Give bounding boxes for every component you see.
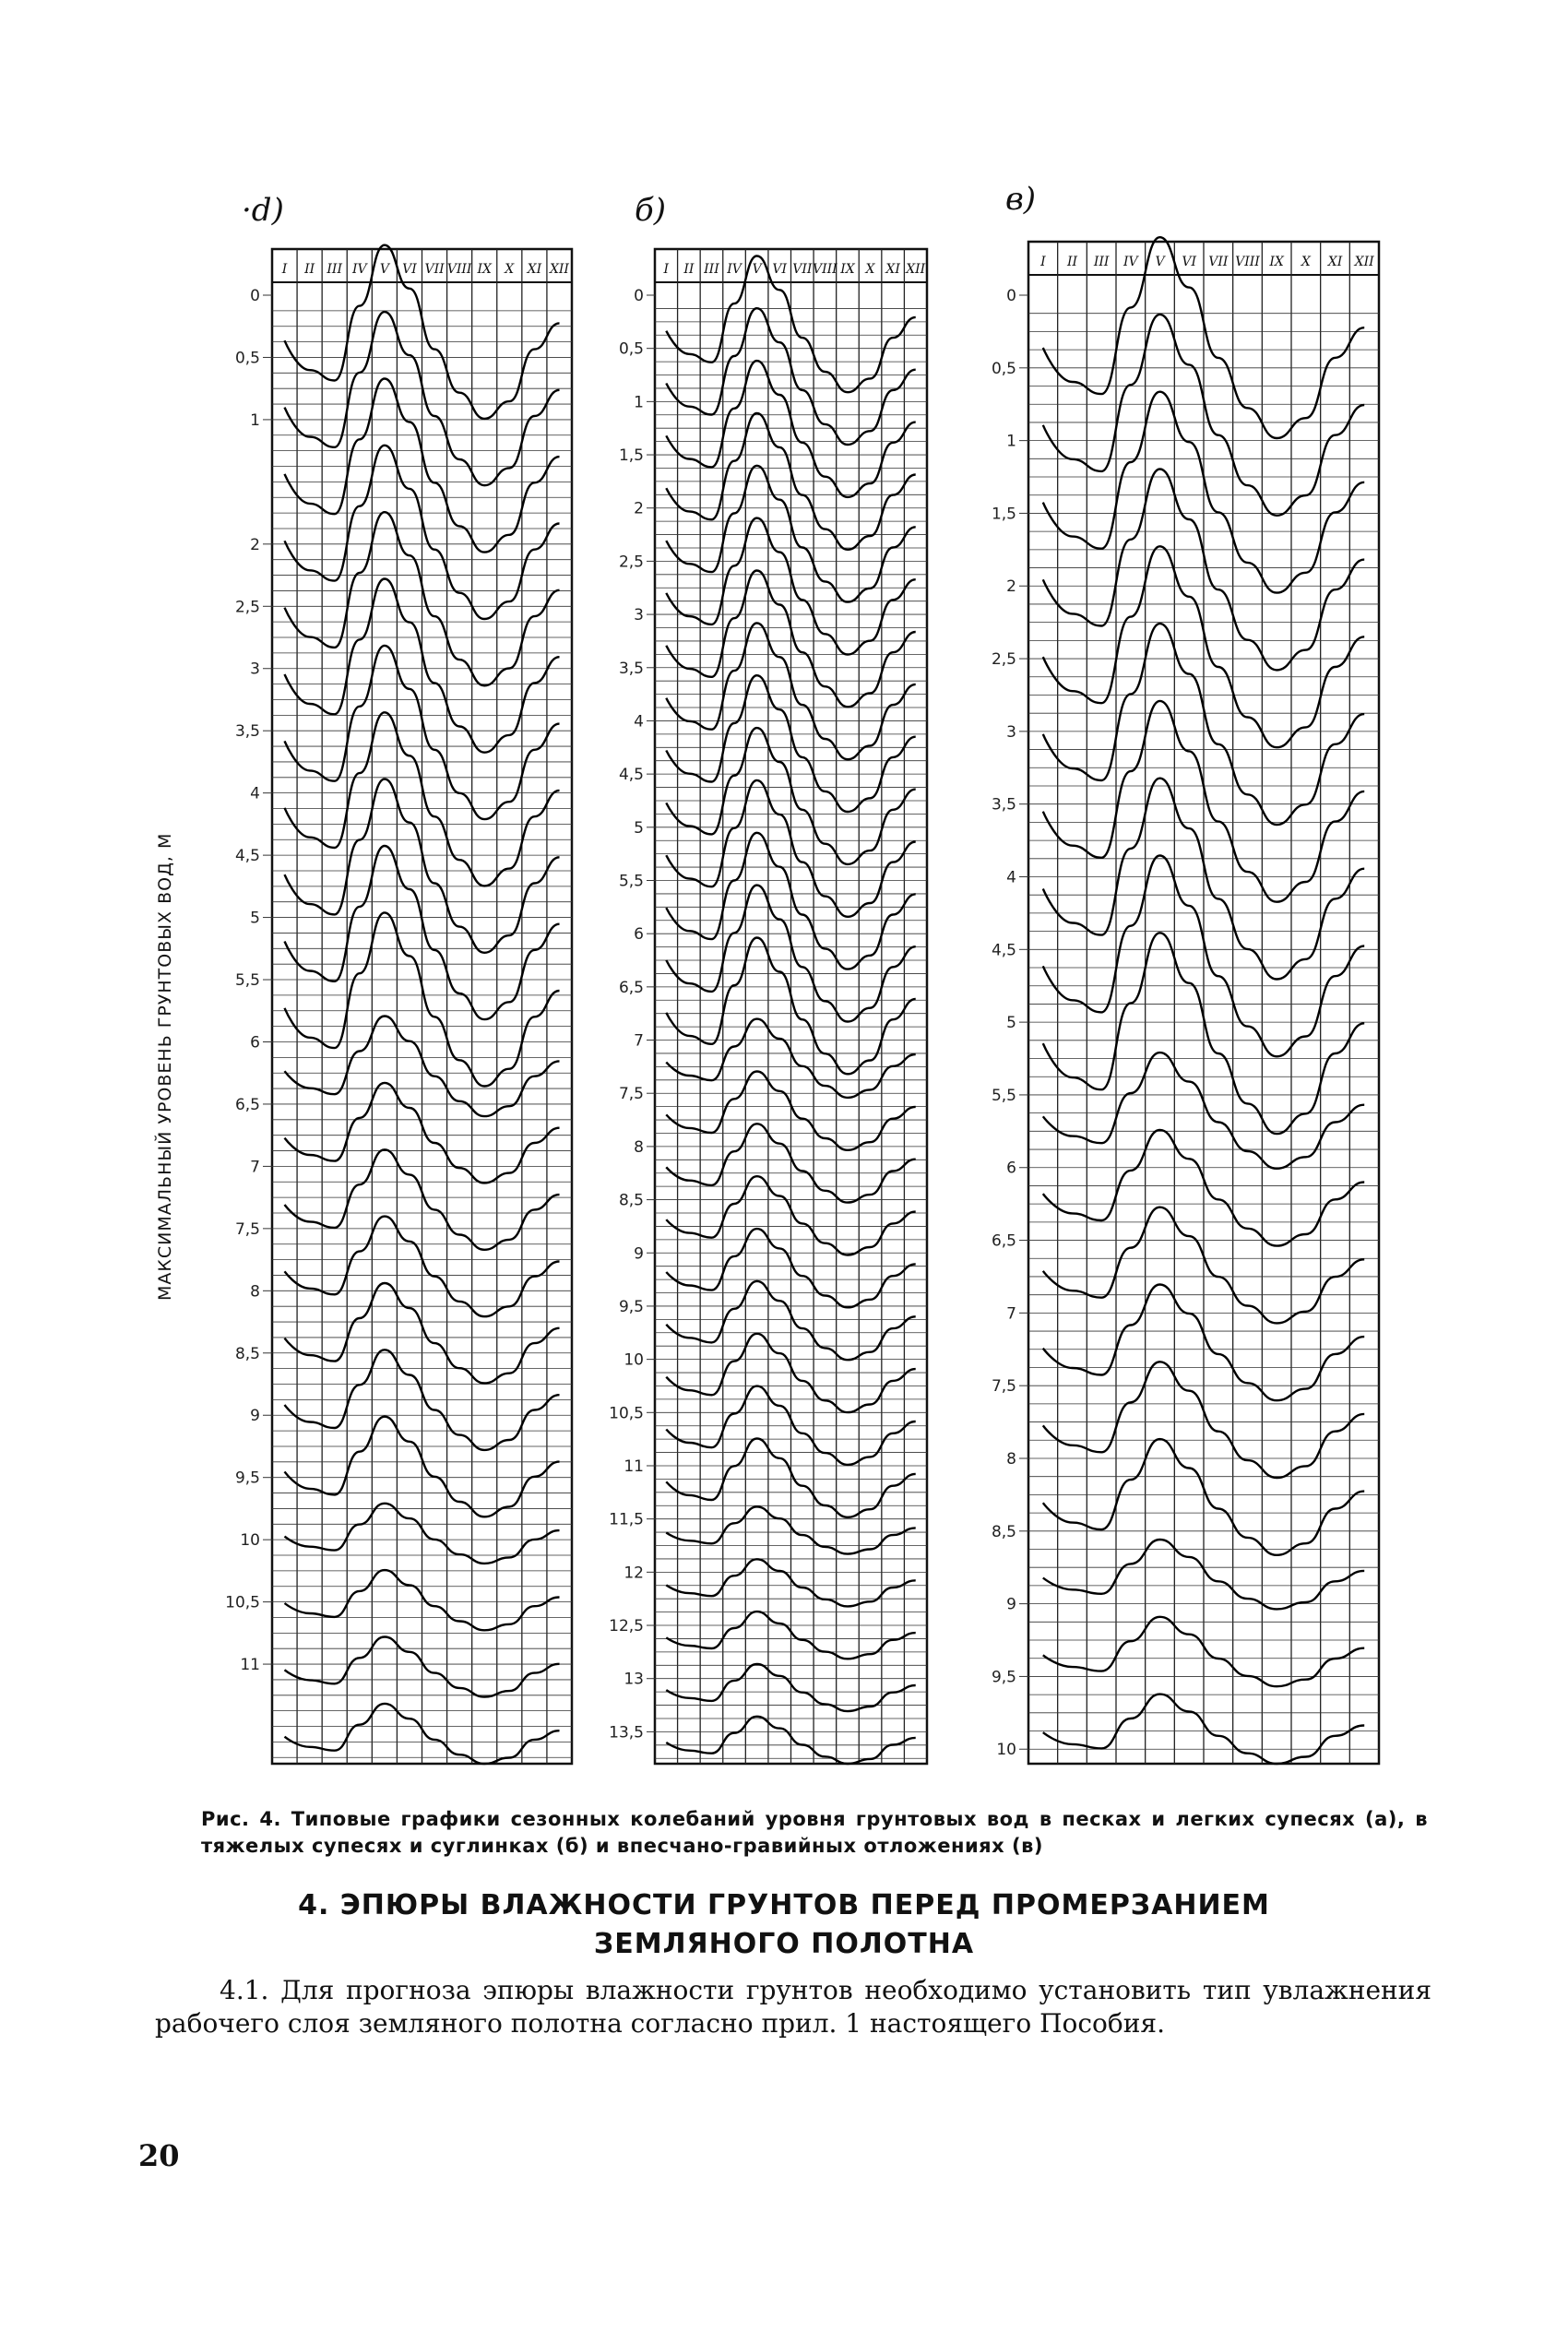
- month-tick-label: III: [1093, 255, 1110, 269]
- month-tick-label: IX: [840, 262, 855, 277]
- month-tick-label: III: [704, 262, 719, 277]
- y-tick-label: 10: [624, 1350, 644, 1370]
- month-tick-label: II: [304, 262, 315, 277]
- y-tick-label: 6,5: [618, 978, 644, 997]
- section-heading: [138, 1886, 1430, 1964]
- month-tick-label: IV: [727, 262, 742, 277]
- y-tick-label: 6: [250, 1033, 260, 1053]
- y-tick-label: 8: [1006, 1449, 1016, 1469]
- y-tick-label: 0: [1006, 287, 1016, 305]
- y-tick-label: 0,5: [618, 339, 644, 359]
- y-tick-label: 7,5: [234, 1219, 260, 1239]
- y-tick-label: 9: [634, 1244, 644, 1264]
- y-tick-label: 3,5: [234, 722, 260, 742]
- y-tick-label: 5,5: [234, 971, 260, 991]
- y-tick-label: 0,5: [991, 359, 1016, 378]
- y-tick-label: 10: [996, 1741, 1016, 1760]
- y-tick-label: 2: [634, 499, 644, 518]
- chart-b: [590, 242, 932, 1773]
- page-number: 20: [138, 2138, 180, 2173]
- month-tick-label: IV: [351, 262, 367, 277]
- y-tick-label: 5,5: [618, 872, 644, 891]
- y-tick-label: 4: [634, 712, 644, 731]
- month-tick-label: II: [683, 262, 695, 277]
- paragraph-4-1: [155, 1974, 1431, 2040]
- y-tick-label: 5: [250, 909, 260, 928]
- y-tick-label: 7: [1006, 1304, 1016, 1324]
- y-tick-label: 5: [1006, 1014, 1016, 1033]
- month-tick-label: X: [865, 262, 875, 277]
- y-tick-label: 13: [624, 1670, 644, 1689]
- y-tick-label: 1: [634, 393, 644, 412]
- month-tick-label: IX: [1269, 255, 1284, 269]
- y-tick-label: 12,5: [609, 1617, 644, 1636]
- figure-caption: Рис. 4. Типовые графики сезонных колебаний уровня грунтовых вод в песках и легких супесях (а), в тяжелых супесях и суглинках (б) и впесчано-гравийных отложениях (в): [201, 1808, 1428, 1857]
- y-tick-label: 11: [624, 1457, 644, 1476]
- y-tick-label: 7,5: [991, 1377, 1016, 1397]
- paragraph-text: 4.1. Для прогноза эпюры влажности грунтов необходимо установить тип увлажнения рабочего слоя земляного полотна согласно прил. 1 настоящего Пособия.: [155, 1975, 1431, 2039]
- y-tick-label: 4,5: [991, 941, 1016, 960]
- y-tick-label: 1: [1006, 432, 1016, 451]
- chart-c: [959, 242, 1384, 1773]
- panel-a-label: ·d): [242, 192, 284, 229]
- chart-b-svg: [590, 242, 932, 1773]
- y-tick-label: 13,5: [609, 1723, 644, 1742]
- month-tick-label: VI: [402, 262, 417, 277]
- month-tick-label: I: [281, 262, 288, 277]
- month-tick-label: XI: [527, 262, 542, 277]
- y-tick-label: 2: [1006, 577, 1016, 597]
- month-tick-label: I: [1040, 255, 1046, 269]
- month-tick-label: IX: [477, 262, 492, 277]
- month-tick-label: XII: [549, 262, 569, 277]
- y-tick-label: 3: [634, 606, 644, 625]
- y-tick-label: 7: [634, 1031, 644, 1051]
- y-tick-label: 0: [634, 287, 644, 305]
- y-tick-label: 0,5: [234, 349, 260, 368]
- y-tick-label: 8: [250, 1282, 260, 1302]
- y-tick-label: 3: [1006, 722, 1016, 742]
- month-tick-label: X: [505, 262, 515, 277]
- month-tick-label: VIII: [813, 262, 837, 277]
- heading-line-1: 4. ЭПЮРЫ ВЛАЖНОСТИ ГРУНТОВ ПЕРЕД ПРОМЕРЗАНИЕМ: [298, 1889, 1270, 1921]
- month-tick-label: X: [1301, 255, 1311, 269]
- y-tick-label: 1,5: [991, 505, 1016, 524]
- y-tick-label: 2,5: [618, 553, 644, 572]
- y-tick-label: 9: [250, 1407, 260, 1426]
- month-tick-label: VII: [792, 262, 813, 277]
- panel-c-label: в): [1005, 181, 1037, 218]
- panel-b-label: б): [635, 192, 667, 229]
- month-tick-label: XI: [1327, 255, 1343, 269]
- y-tick-label: 8,5: [618, 1191, 644, 1210]
- heading-line-2: ЗЕМЛЯНОГО ПОЛОТНА: [593, 1928, 975, 1960]
- y-tick-label: 10: [240, 1531, 260, 1551]
- chart-c-svg: [959, 242, 1384, 1773]
- y-tick-label: 8,5: [991, 1522, 1016, 1541]
- chart-a: [184, 242, 576, 1773]
- month-tick-label: XII: [906, 262, 926, 277]
- month-tick-label: VII: [1208, 255, 1229, 269]
- y-tick-label: 6,5: [991, 1231, 1016, 1251]
- y-tick-label: 10,5: [609, 1404, 644, 1423]
- y-tick-label: 6: [1006, 1159, 1016, 1178]
- month-tick-label: I: [663, 262, 670, 277]
- month-tick-label: VIII: [446, 262, 472, 277]
- y-tick-label: 12: [624, 1564, 644, 1583]
- month-tick-label: V: [752, 262, 762, 277]
- y-tick-label: 5: [634, 818, 644, 838]
- y-tick-label: 9,5: [618, 1297, 644, 1316]
- y-tick-label: 4: [1006, 868, 1016, 887]
- month-tick-label: IV: [1123, 255, 1138, 269]
- month-tick-label: II: [1066, 255, 1078, 269]
- month-tick-label: V: [1155, 255, 1165, 269]
- month-tick-label: VI: [772, 262, 788, 277]
- y-tick-label: 0: [250, 287, 260, 305]
- y-tick-label: 11,5: [609, 1510, 644, 1529]
- y-tick-label: 2,5: [991, 650, 1016, 670]
- y-tick-label: 1: [250, 410, 260, 430]
- month-tick-label: XI: [885, 262, 900, 277]
- chart-a-svg: [184, 242, 576, 1773]
- y-tick-label: 4: [250, 784, 260, 803]
- y-tick-label: 6: [634, 925, 644, 945]
- y-tick-label: 7: [250, 1158, 260, 1177]
- y-tick-label: 9,5: [234, 1469, 260, 1488]
- y-tick-label: 2,5: [234, 598, 260, 617]
- month-tick-label: VI: [1182, 255, 1196, 269]
- y-tick-label: 7,5: [618, 1085, 644, 1104]
- y-tick-label: 1,5: [618, 446, 644, 466]
- month-tick-label: III: [327, 262, 343, 277]
- month-tick-label: VII: [424, 262, 445, 277]
- y-tick-label: 6,5: [234, 1095, 260, 1114]
- month-tick-label: XII: [1354, 255, 1374, 269]
- y-tick-label: 8: [634, 1137, 644, 1157]
- y-tick-label: 3,5: [618, 659, 644, 678]
- y-tick-label: 4,5: [618, 766, 644, 785]
- y-tick-label: 10,5: [225, 1593, 260, 1612]
- y-axis-title: МАКСИМАЛЬНЫЙ УРОВЕНЬ ГРУНТОВЫХ ВОД, М: [155, 832, 175, 1301]
- y-tick-label: 9,5: [991, 1668, 1016, 1687]
- y-tick-label: 3: [250, 660, 260, 679]
- y-tick-label: 2: [250, 535, 260, 554]
- y-tick-label: 4,5: [234, 847, 260, 866]
- y-tick-label: 9: [1006, 1595, 1016, 1614]
- y-tick-label: 5,5: [991, 1086, 1016, 1105]
- y-tick-label: 8,5: [234, 1344, 260, 1363]
- y-tick-label: 11: [240, 1656, 260, 1675]
- y-tick-label: 3,5: [991, 795, 1016, 815]
- month-tick-label: V: [379, 262, 389, 277]
- month-tick-label: VIII: [1235, 255, 1260, 269]
